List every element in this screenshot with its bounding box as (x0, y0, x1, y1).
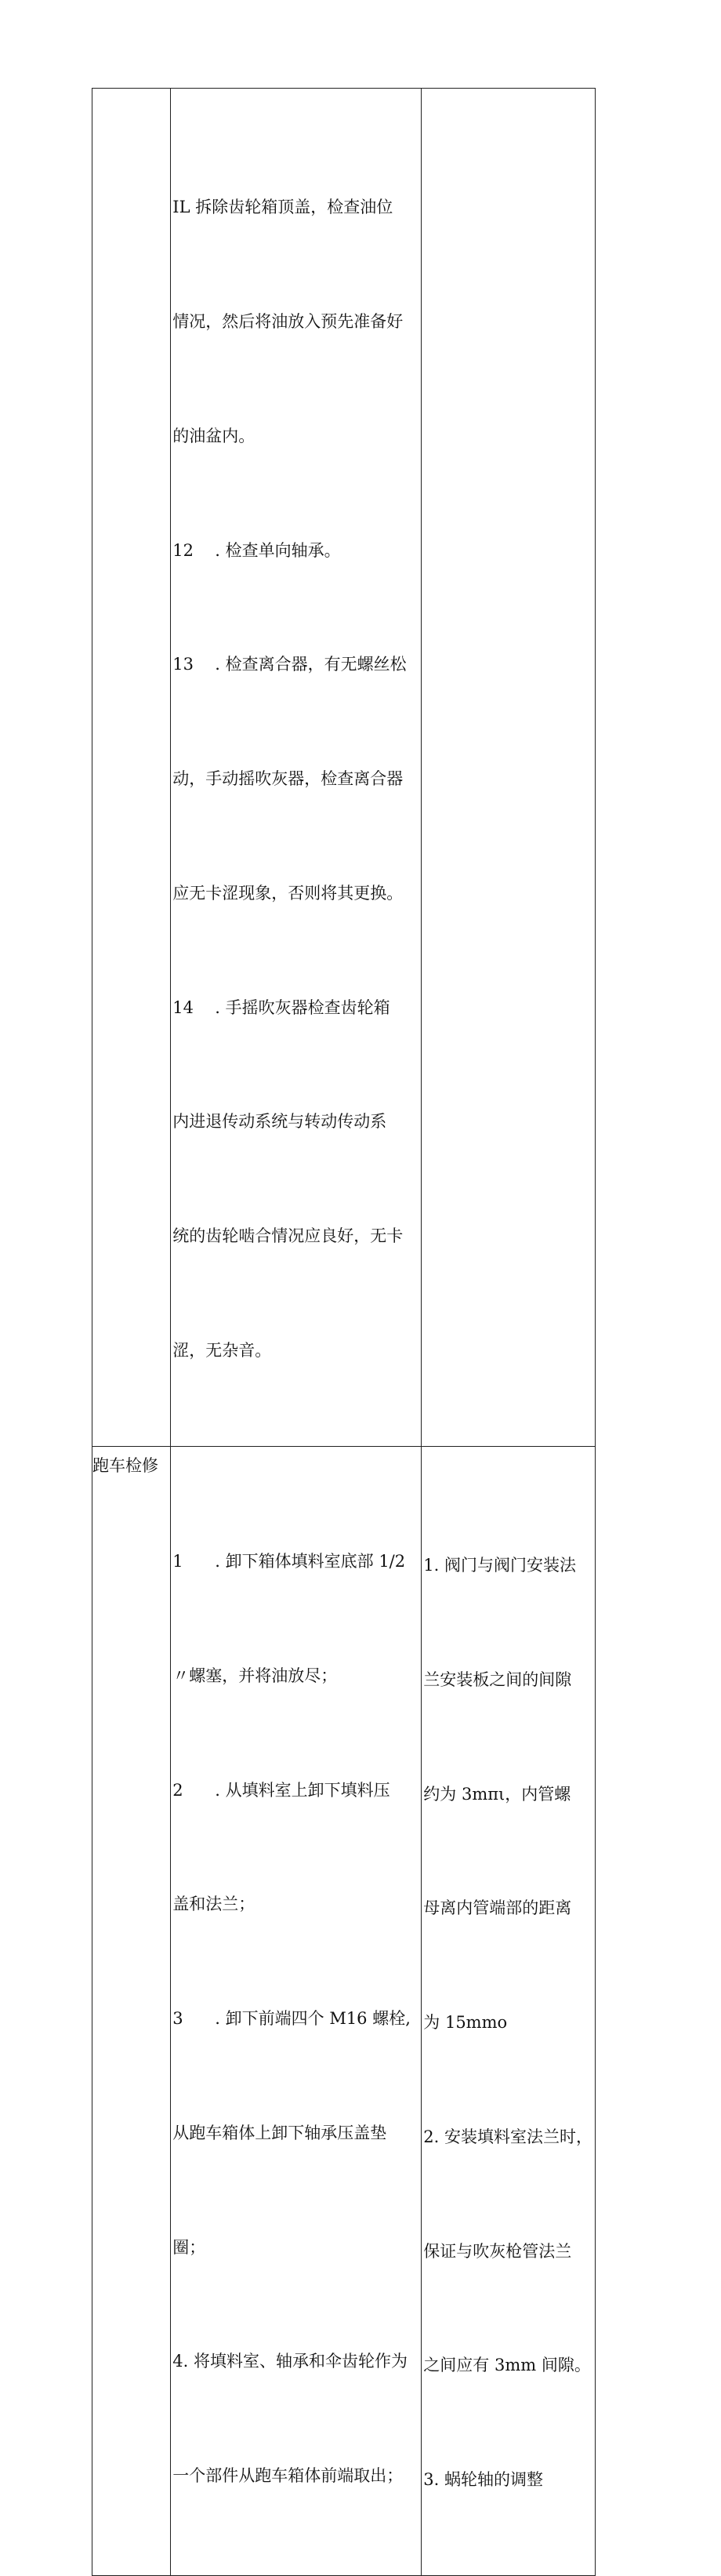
procedure-step-4: 4. 将填料室、轴承和伞齿轮作为 (172, 2352, 408, 2371)
note-line: 母离内管端部的距离 (423, 1898, 572, 1918)
procedure-cell (171, 1446, 422, 2575)
notes-cell (422, 1446, 596, 2575)
procedure-line: 的油盆内。 (172, 426, 255, 445)
procedure-text (171, 89, 421, 1446)
note-line: 1. 阀门与阀门安装法 (423, 1555, 576, 1575)
procedure-line: 盖和法兰； (172, 1895, 255, 1914)
procedure-line: 圈； (172, 2237, 206, 2257)
procedure-line: 情况，然后将油放入预先准备好 (172, 311, 404, 331)
step-text: . 卸下前端四个 M16 螺栓, (215, 2009, 411, 2029)
procedure-line: 应无卡涩现象，否则将其更换。 (172, 883, 404, 903)
procedure-line: 涩，无杂音。 (172, 1341, 272, 1360)
table-row (92, 1446, 596, 2575)
step-number: 12 (172, 540, 194, 560)
procedure-step-3 (172, 2000, 420, 2038)
note-line: 3. 蜗轮轴的调整 (423, 2470, 543, 2490)
step-text: . 检查单向轴承。 (215, 540, 341, 560)
note-line: 保证与吹灰枪管法兰 (423, 2241, 572, 2261)
note-line: 之间应有 3mm 间隙。 (423, 2356, 591, 2375)
step-text: . 从填料室上卸下填料压 (215, 1780, 390, 1800)
procedure-line: 〃螺塞，并将油放尽； (172, 1666, 338, 1685)
procedure-step-2 (172, 1771, 420, 1810)
step-number: 13 (172, 655, 194, 674)
procedure-step-14 (172, 989, 420, 1027)
note-line: 兰安装板之间的间隙 (423, 1669, 572, 1689)
notes-cell (422, 89, 596, 1447)
step-text: . 检查离合器，有无螺丝松 (215, 655, 407, 674)
step-text: . 手摇吹灰器检查齿轮箱 (215, 997, 390, 1017)
item-label-cell (92, 89, 171, 1447)
procedure-step-13 (172, 645, 420, 684)
procedure-line: IL 拆除齿轮箱顶盖，检查油位 (172, 198, 393, 217)
note-line: 约为 3mπι，内管螺 (423, 1784, 571, 1804)
step-number: 1 (172, 1551, 183, 1571)
procedure-line: 一个部件从跑车箱体前端取出； (172, 2466, 404, 2486)
item-label: 跑车检修 (92, 1455, 158, 1475)
note-line: 为 15mmo (423, 2013, 508, 2033)
notes-text (422, 1447, 595, 2575)
step-number: 2 (172, 1780, 183, 1800)
notes-text (422, 89, 595, 112)
procedure-line: 内进退传动系统与转动传动系 (172, 1112, 387, 1132)
step-number: 14 (172, 997, 194, 1017)
procedure-step-1 (172, 1542, 420, 1581)
note-line: 2. 安装填料室法兰时， (423, 2127, 592, 2146)
step-text: . 卸下箱体填料室底部 1/2 (215, 1551, 406, 1571)
item-label (92, 89, 170, 112)
table-row (92, 89, 596, 1447)
item-label-cell (92, 1446, 171, 2575)
procedure-line: 从跑车箱体上卸下轴承压盖垫 (172, 2123, 387, 2142)
procedure-step-12 (172, 532, 420, 570)
procedure-line: 动，手动摇吹灰器，检查离合器 (172, 769, 404, 789)
procedure-line: 统的齿轮啮合情况应良好，无卡 (172, 1226, 404, 1246)
procedure-cell (171, 89, 422, 1447)
step-number: 3 (172, 2009, 183, 2029)
procedure-text (171, 1447, 421, 2571)
maintenance-table (92, 88, 596, 2576)
